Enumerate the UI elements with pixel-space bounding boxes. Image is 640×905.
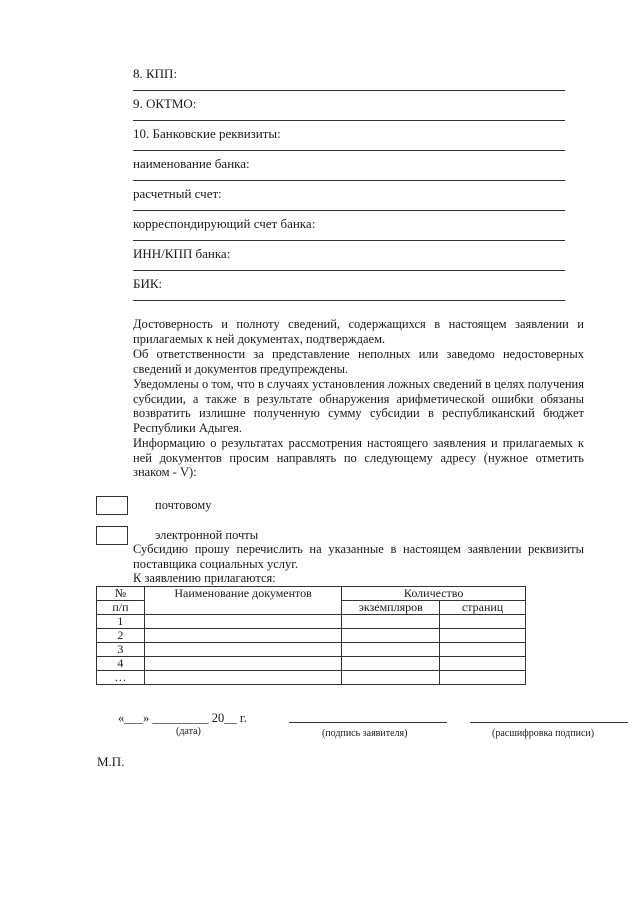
field-bank-details-label: 10. Банковские реквизиты: <box>133 126 281 141</box>
date-field[interactable]: «___» _________ 20__ г. <box>118 711 247 725</box>
field-bank-name-line[interactable] <box>133 180 565 181</box>
paragraph-accuracy <box>133 317 584 346</box>
field-account-label: расчетный счет: <box>133 186 222 201</box>
signature-decode-line[interactable] <box>470 722 628 723</box>
paragraph-notified <box>133 377 584 435</box>
date-caption: (дата) <box>176 726 201 737</box>
field-kpp <box>133 66 565 81</box>
row-pages-cell[interactable] <box>440 615 526 629</box>
field-bank-details-line[interactable] <box>133 150 565 151</box>
row-pages-cell[interactable] <box>440 657 526 671</box>
field-bik <box>133 276 565 291</box>
header-quantity: Количество <box>342 587 526 601</box>
email-checkbox[interactable] <box>96 526 128 545</box>
field-corr-account <box>133 216 565 231</box>
field-bik-label: БИК: <box>133 276 163 291</box>
attachments-table <box>96 586 526 685</box>
table-row <box>97 629 526 643</box>
field-account-line[interactable] <box>133 210 565 211</box>
field-bik-line[interactable] <box>133 300 565 301</box>
field-oktmo-line[interactable] <box>133 120 565 121</box>
header-doc-name: Наименование документов <box>144 587 341 615</box>
row-copies-cell[interactable] <box>342 629 440 643</box>
field-kpp-label: 8. КПП: <box>133 66 178 81</box>
paragraph-accuracy-text: Достоверность и полноту сведений, содержащихся в настоящем заявлении и прилагаемых к ней документах, подтверждаем. <box>133 317 584 346</box>
row-doc-name-cell[interactable] <box>144 629 341 643</box>
row-copies-cell[interactable] <box>342 657 440 671</box>
field-account <box>133 186 565 201</box>
paragraph-responsibility <box>133 347 584 376</box>
signature-caption: (подпись заявителя) <box>322 728 408 739</box>
header-pages: страниц <box>440 601 526 615</box>
row-number: … <box>97 671 145 685</box>
row-pages-cell[interactable] <box>440 629 526 643</box>
field-inn-kpp-bank <box>133 246 565 261</box>
attachments-heading <box>133 571 584 586</box>
header-num: № <box>97 587 145 601</box>
table-header-row <box>97 587 526 601</box>
paragraph-notified-text: Уведомлены о том, что в случаях установления ложных сведений в целях получения субсидии, а также в результате обнаружения арифметической ошибки обязаны возвратить излишне полученную сумму субсидии в республиканский бюджет Республики Адыгея. <box>133 377 584 435</box>
postal-checkbox[interactable] <box>96 496 128 515</box>
row-doc-name-cell[interactable] <box>144 671 341 685</box>
field-inn-kpp-bank-line[interactable] <box>133 270 565 271</box>
header-num-pp: п/п <box>97 601 145 615</box>
paragraph-subsidy-text: Субсидию прошу перечислить на указанные в настоящем заявлении реквизиты поставщика социальных услуг. <box>133 542 584 571</box>
email-option-label: электронной почты <box>155 528 259 542</box>
paragraph-results-address <box>133 436 584 480</box>
field-bank-details <box>133 126 565 141</box>
row-number: 4 <box>97 657 145 671</box>
header-copies: экземпляров <box>342 601 440 615</box>
row-pages-cell[interactable] <box>440 643 526 657</box>
row-copies-cell[interactable] <box>342 671 440 685</box>
row-doc-name-cell[interactable] <box>144 643 341 657</box>
row-number: 1 <box>97 615 145 629</box>
table-row <box>97 643 526 657</box>
signature-line[interactable] <box>289 722 447 723</box>
field-corr-account-label: корреспондирующий счет банка: <box>133 216 316 231</box>
postal-option-label: почтовому <box>155 498 212 512</box>
row-pages-cell[interactable] <box>440 671 526 685</box>
paragraph-responsibility-text: Об ответственности за представление неполных или заведомо недостоверных сведений и документов предупреждены. <box>133 347 584 376</box>
field-bank-name-label: наименование банка: <box>133 156 250 171</box>
field-corr-account-line[interactable] <box>133 240 565 241</box>
field-bank-name <box>133 156 565 171</box>
attachments-heading-text: К заявлению прилагаются: <box>133 571 276 585</box>
table-row <box>97 615 526 629</box>
row-number: 3 <box>97 643 145 657</box>
row-doc-name-cell[interactable] <box>144 657 341 671</box>
row-number: 2 <box>97 629 145 643</box>
table-row <box>97 657 526 671</box>
field-kpp-line[interactable] <box>133 90 565 91</box>
row-copies-cell[interactable] <box>342 643 440 657</box>
signature-decode-caption: (расшифровка подписи) <box>492 728 595 739</box>
paragraph-results-address-text: Информацию о результатах рассмотрения настоящего заявления и прилагаемых к ней документов просим направлять по следующему адресу (нужное отметить знаком - V): <box>133 436 584 480</box>
stamp-place: М.П. <box>97 754 125 769</box>
row-copies-cell[interactable] <box>342 615 440 629</box>
row-doc-name-cell[interactable] <box>144 615 341 629</box>
field-oktmo-label: 9. ОКТМО: <box>133 96 197 111</box>
field-oktmo <box>133 96 565 111</box>
field-inn-kpp-bank-label: ИНН/КПП банка: <box>133 246 231 261</box>
table-row <box>97 671 526 685</box>
paragraph-subsidy <box>133 542 584 571</box>
